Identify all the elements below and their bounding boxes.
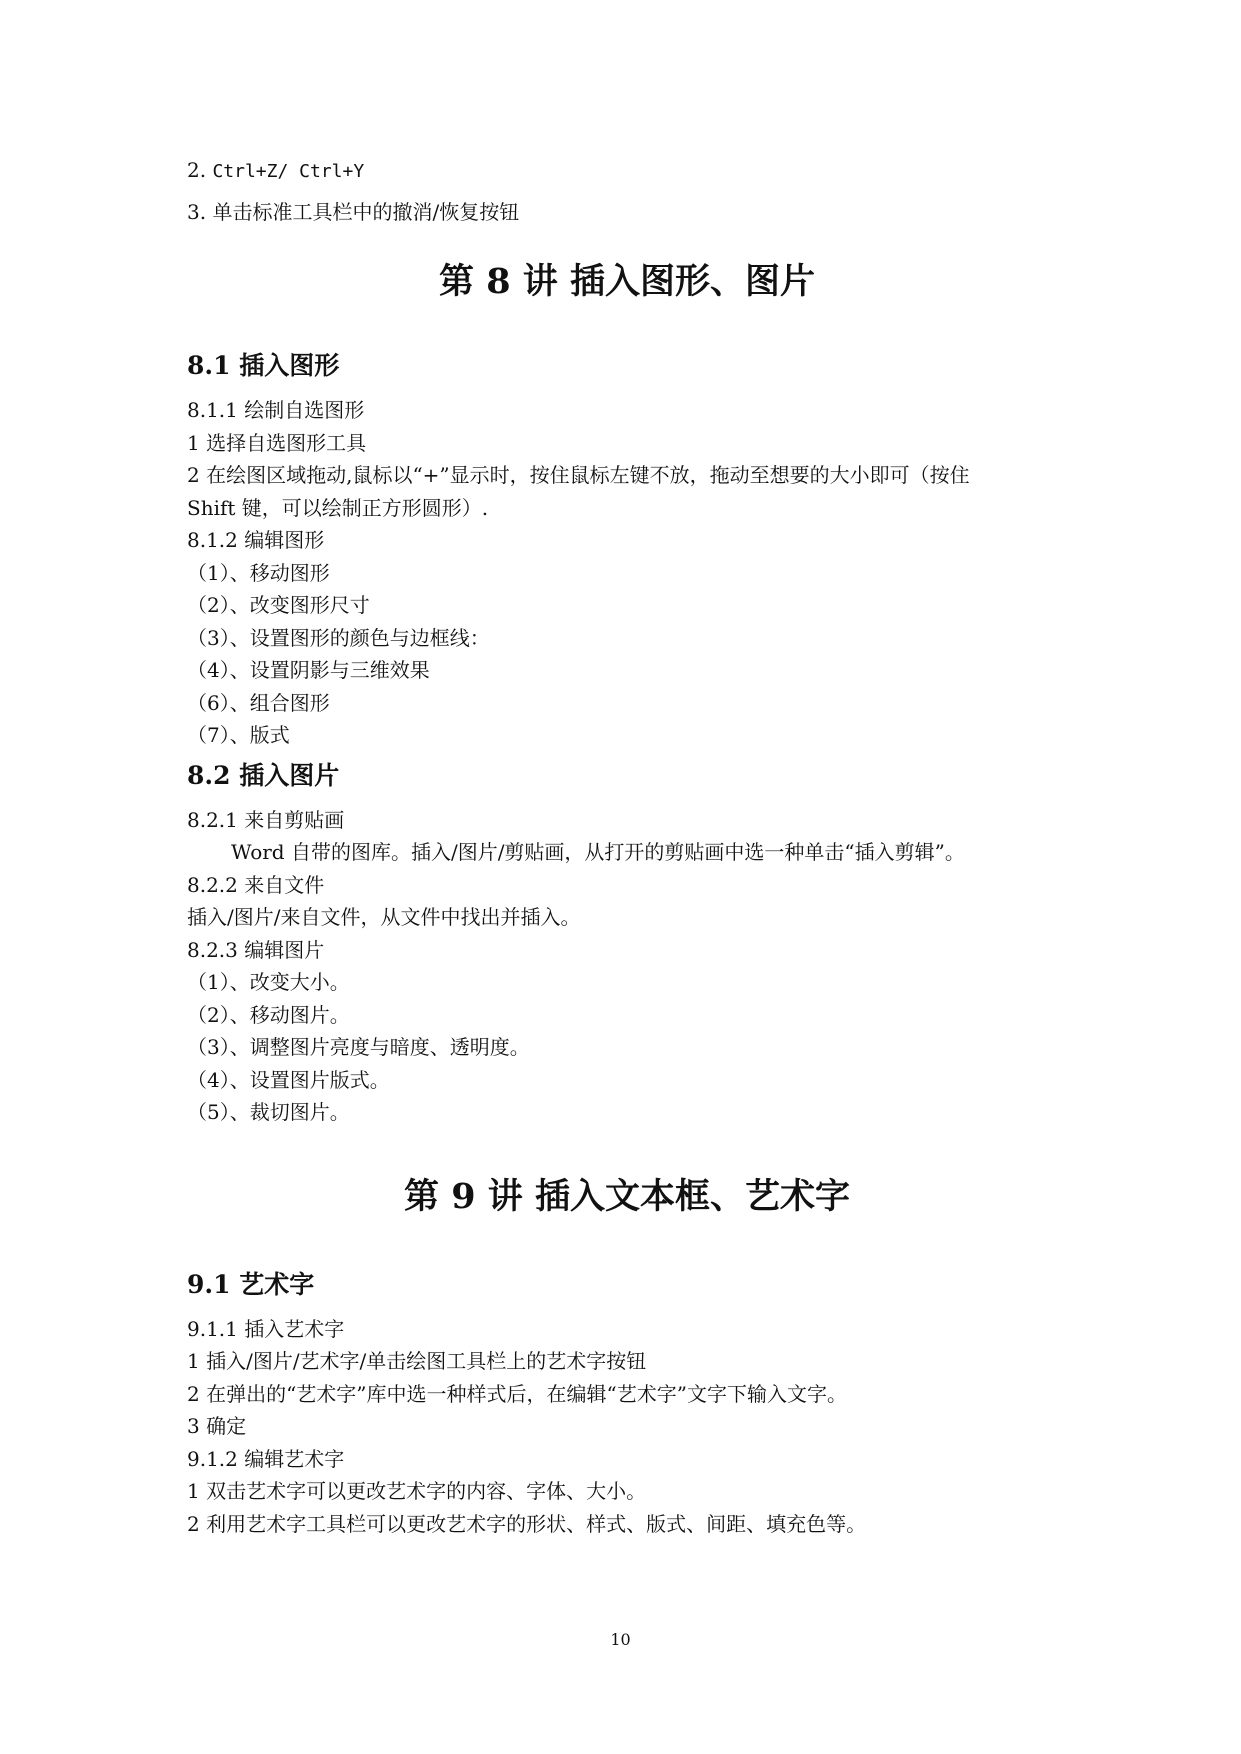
paragraph: 8.2.1 来自剪贴画 (187, 807, 345, 832)
lecture-8-title: 第 8 讲 插入图形、图片 (439, 261, 815, 302)
list-item: （4）、设置阴影与三维效果 (187, 658, 430, 682)
lecture-9-title: 第 9 讲 插入文本框、艺术字 (404, 1175, 850, 1217)
list-item: （3）、调整图片亮度与暗度、透明度。 (187, 1035, 530, 1059)
paragraph: 2 利用艺术字工具栏可以更改艺术字的形状、样式、版式、间距、填充色等。 (187, 1511, 867, 1536)
document-page (187, 150, 1067, 1540)
list-item: （4）、设置图片版式。 (187, 1067, 390, 1092)
list-item: （7）、版式 (187, 723, 290, 747)
paragraph: 8.2.2 来自文件 (187, 872, 325, 897)
list-text: Ctrl+Z/ Ctrl+Y (212, 161, 365, 182)
list-number: 2. (187, 158, 207, 182)
paragraph: 9.1.1 插入艺术字 (187, 1316, 345, 1341)
paragraph: 8.1.2 编辑图形 (187, 528, 325, 552)
page-number: 10 (610, 1630, 631, 1649)
paragraph: 插入/图片/来自文件，从文件中找出并插入。 (187, 905, 581, 929)
list-text: 单击标准工具栏中的撤消/恢复按钮 (212, 200, 520, 224)
paragraph: Shift 键，可以绘制正方形圆形）. (187, 495, 489, 520)
section-8-2-heading: 8.2 插入图片 (187, 760, 340, 790)
list-item: （1）、改变大小。 (187, 970, 350, 994)
list-item: （6）、组合图形 (187, 690, 330, 715)
paragraph: 1 选择自选图形工具 (187, 430, 367, 455)
list-item: （5）、裁切图片。 (187, 1100, 350, 1124)
paragraph: 8.2.3 编辑图片 (187, 937, 325, 962)
paragraph: 3 确定 (187, 1414, 247, 1438)
paragraph: Word 自带的图库。插入/图片/剪贴画，从打开的剪贴画中选一种单击“插入剪辑”。 (231, 840, 965, 864)
paragraph: 2 在绘图区域拖动,鼠标以“+”显示时，按住鼠标左键不放，拖动至想要的大小即可（按住 (187, 463, 970, 487)
list-item: （2）、移动图片。 (187, 1002, 350, 1027)
list-item (187, 150, 1067, 192)
list-item (187, 192, 1067, 232)
section-9-1-heading: 9.1 艺术字 (187, 1269, 315, 1299)
paragraph: 1 插入/图片/艺术字/单击绘图工具栏上的艺术字按钮 (187, 1349, 647, 1373)
list-item: （2）、改变图形尺寸 (187, 593, 370, 617)
section-8-1-heading: 8.1 插入图形 (187, 351, 340, 380)
list-number: 3. (187, 200, 207, 224)
paragraph: 9.1.2 编辑艺术字 (187, 1446, 345, 1471)
list-item: （3）、设置图形的颜色与边框线： (187, 625, 490, 650)
paragraph: 8.1.1 绘制自选图形 (187, 398, 365, 422)
list-item: （1）、移动图形 (187, 560, 330, 585)
paragraph: 1 双击艺术字可以更改艺术字的内容、字体、大小。 (187, 1479, 647, 1503)
paragraph: 2 在弹出的“艺术字”库中选一种样式后，在编辑“艺术字”文字下输入文字。 (187, 1381, 847, 1406)
